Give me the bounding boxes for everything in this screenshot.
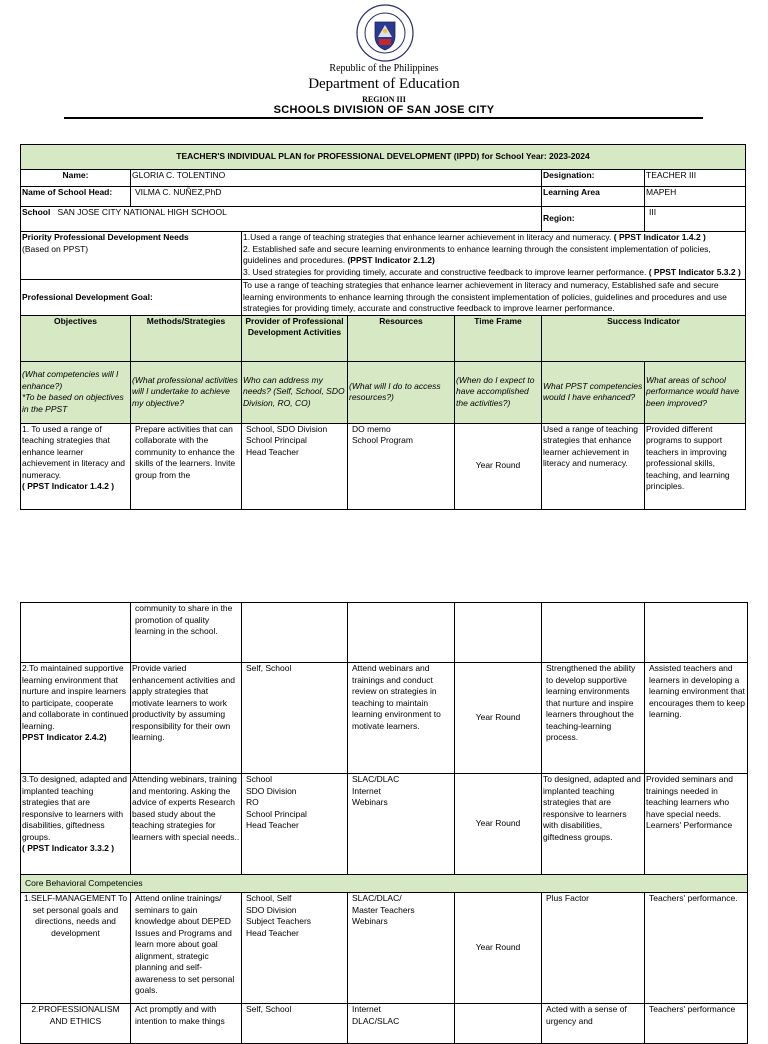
row1-success-b: Provided different programs to support teachers in improving professional skills, teaching, and learning principles. xyxy=(645,423,746,509)
designation-label: Designation: xyxy=(542,170,645,187)
name-label: Name: xyxy=(21,170,131,187)
row3-success-a: To designed, adapted and implanted teaching strategies that are responsive to learners with disabilities, giftedness groups. xyxy=(542,774,645,875)
col-success: Success Indicator xyxy=(542,315,746,361)
row2-provider: Self, School xyxy=(242,663,348,774)
core1-success-b: Teachers' performance. xyxy=(645,893,748,1004)
core2-success-b: Teachers' performance xyxy=(645,1004,748,1044)
row2-timeframe: Year Round xyxy=(455,663,542,774)
core2-methods: Act promptly and with intention to make things xyxy=(131,1004,242,1044)
core2-resources: Internet DLAC/SLAC xyxy=(348,1004,455,1044)
row3-resources: SLAC/DLAC Internet Webinars xyxy=(348,774,455,875)
prompt-provider: Who can address my needs? (Self, School, SDO Division, RO, CO) xyxy=(242,361,348,423)
deped-seal-logo xyxy=(356,4,414,62)
prompt-methods: (What professional activities will I undertake to achieve my objective? xyxy=(131,361,242,423)
core1-methods: Attend online trainings/ seminars to gain knowledge about DEPED Issues and Programs and learn more about goal alignment, strategic planning and self-awareness to set personal goals. xyxy=(131,893,242,1004)
form-title: TEACHER'S INDIVIDUAL PLAN for PROFESSIONAL DEVELOPMENT (IPPD) for School Year: 2023-2024 xyxy=(21,145,746,170)
table-row xyxy=(21,423,746,509)
core2-success-a: Acted with a sense of urgency and xyxy=(542,1004,645,1044)
region-value: III xyxy=(645,207,746,232)
ppd-needs-list xyxy=(242,232,746,280)
region-text: REGION III xyxy=(362,95,406,104)
header-rule xyxy=(64,117,703,119)
ppd-needs-label-cell xyxy=(21,232,242,280)
row3-success-b: Provided seminars and trainings needed in teaching learners who have special needs. Learners' Performance xyxy=(645,774,748,875)
name-value: GLORIA C. TOLENTINO xyxy=(131,170,542,187)
school-cell xyxy=(21,207,542,232)
core1-resources: SLAC/DLAC/ Master Teachers Webinars xyxy=(348,893,455,1004)
core2-objective: 2.PROFESSIONALISM AND ETHICS xyxy=(21,1004,131,1044)
school-head-value: VILMA C. NUÑEZ,PhD xyxy=(131,187,542,207)
col-provider: Provider of Professional Development Activities xyxy=(242,315,348,361)
prompt-success-a: What PPST competencies would I have enhanced? xyxy=(542,361,645,423)
core1-success-a: Plus Factor xyxy=(542,893,645,1004)
designation-value: TEACHER III xyxy=(645,170,746,187)
prompt-resources: (What will I do to access resources?) xyxy=(348,361,455,423)
row1-methods-continued: community to share in the promotion of quality learning in the school. xyxy=(131,603,242,663)
republic-text: Republic of the Philippines xyxy=(329,63,439,74)
ppd-needs-sublabel: (Based on PPST) xyxy=(22,243,89,254)
row3-methods: Attending webinars, training and mentoring. Asking the advice of experts Research based study about the teaching strategies for learners with special needs.. xyxy=(131,774,242,875)
row1-success-a: Used a range of teaching strategies that enhance learner achievement in literacy and numeracy. xyxy=(542,423,645,509)
ppd-need-2: 2. Established safe and secure learning environments to enhance learning through the consistent implementation of policies, guidelines and procedures. (PPST Indicator 2.1.2) xyxy=(243,243,711,265)
row3-objective: 3.To designed, adapted and implanted teaching strategies that are responsive to learners with disabilities, giftedness groups. ( PPST Indicator 3.3.2 ) xyxy=(21,774,131,875)
col-methods: Methods/Strategies xyxy=(131,315,242,361)
row2-objective: 2.To maintained supportive learning environment that nurture and inspire learners to participate, cooperate and collaborate in continued learning. PPST Indicator 2.4.2) xyxy=(21,663,131,774)
row2-success-a: Strengthened the ability to develop supportive learning environments that nurture and inspire learners throughout the teaching-learning process. xyxy=(542,663,645,774)
ippd-table-page-1 xyxy=(20,144,746,510)
core-competencies-header: Core Behavioral Competencies xyxy=(21,875,748,893)
table-row xyxy=(21,774,748,875)
row1-timeframe: Year Round xyxy=(455,423,542,509)
ppd-needs-label: Priority Professional Development Needs xyxy=(22,232,189,242)
school-value: SAN JOSE CITY NATIONAL HIGH SCHOOL xyxy=(57,207,227,217)
learning-area-value: MAPEH xyxy=(645,187,746,207)
row1-methods: Prepare activities that can collaborate with the community to enhance the skills of the learners. Invite group from the xyxy=(131,423,242,509)
ppd-need-1: 1.Used a range of teaching strategies that enhance learner achievement in literacy and numeracy. ( PPST Indicator 1.4.2 ) xyxy=(243,232,706,242)
row1-resources: DO memo School Program xyxy=(348,423,455,509)
core2-provider: Self, School xyxy=(242,1004,348,1044)
core1-timeframe: Year Round xyxy=(455,893,542,1004)
row3-timeframe: Year Round xyxy=(455,774,542,875)
row2-resources: Attend webinars and trainings and conduct review on strategies in teaching to maintain learning environment to motivate learners. xyxy=(348,663,455,774)
table-row xyxy=(21,893,748,1004)
region-label: Region: xyxy=(542,207,645,232)
division-text: SCHOOLS DIVISION OF SAN JOSE CITY xyxy=(273,104,495,116)
col-timeframe: Time Frame xyxy=(455,315,542,361)
ippd-table-page-2 xyxy=(20,602,748,1044)
prompt-success-b: What areas of school performance would have been improved? xyxy=(645,361,746,423)
row3-provider: School SDO Division RO School Principal Head Teacher xyxy=(242,774,348,875)
table-row xyxy=(21,663,748,774)
school-head-label: Name of School Head: xyxy=(21,187,131,207)
ppd-need-3: 3. Used strategies for providing timely, accurate and constructive feedback to improve learner performance. ( PPST Indicator 5.3.2 ) xyxy=(243,266,741,277)
col-resources: Resources xyxy=(348,315,455,361)
row2-success-b: Assisted teachers and learners in developing a learning environment that encourages them to keep learning. xyxy=(645,663,748,774)
prompt-timeframe: (When do I expect to have accomplished the activities?) xyxy=(455,361,542,423)
learning-area-label: Learning Area xyxy=(542,187,645,207)
school-label: School xyxy=(22,207,51,217)
core1-provider: School, Self SDO Division Subject Teachers Head Teacher xyxy=(242,893,348,1004)
table-row xyxy=(21,603,748,663)
department-text: Department of Education xyxy=(308,76,460,92)
prompt-objectives: (What competencies will I enhance?) *To be based on objectives in the PPST xyxy=(21,361,131,423)
core1-objective: 1.SELF-MANAGEMENT To set personal goals and directions, needs and development xyxy=(21,893,131,1004)
goal-text: To use a range of teaching strategies that enhance learner achievement in literacy and numeracy, Established safe and secure learning environments to enhance learning through the consistent implementation of policies, guidelines and procedures and use strategies for providing timely, accurate and constructive feedback to improve learner performance. xyxy=(242,280,746,316)
row1-provider: School, SDO Division School Principal Head Teacher xyxy=(242,423,348,509)
row2-methods: Provide varied enhancement activities and apply strategies that motivate learners to work productivity by assuming responsibility for their own learning. xyxy=(131,663,242,774)
col-objectives: Objectives xyxy=(21,315,131,361)
goal-label: Professional Development Goal: xyxy=(21,280,242,316)
row1-objective: 1. To used a range of teaching strategies that enhance learner achievement in literacy and numeracy. ( PPST Indicator 1.4.2 ) xyxy=(21,423,131,509)
